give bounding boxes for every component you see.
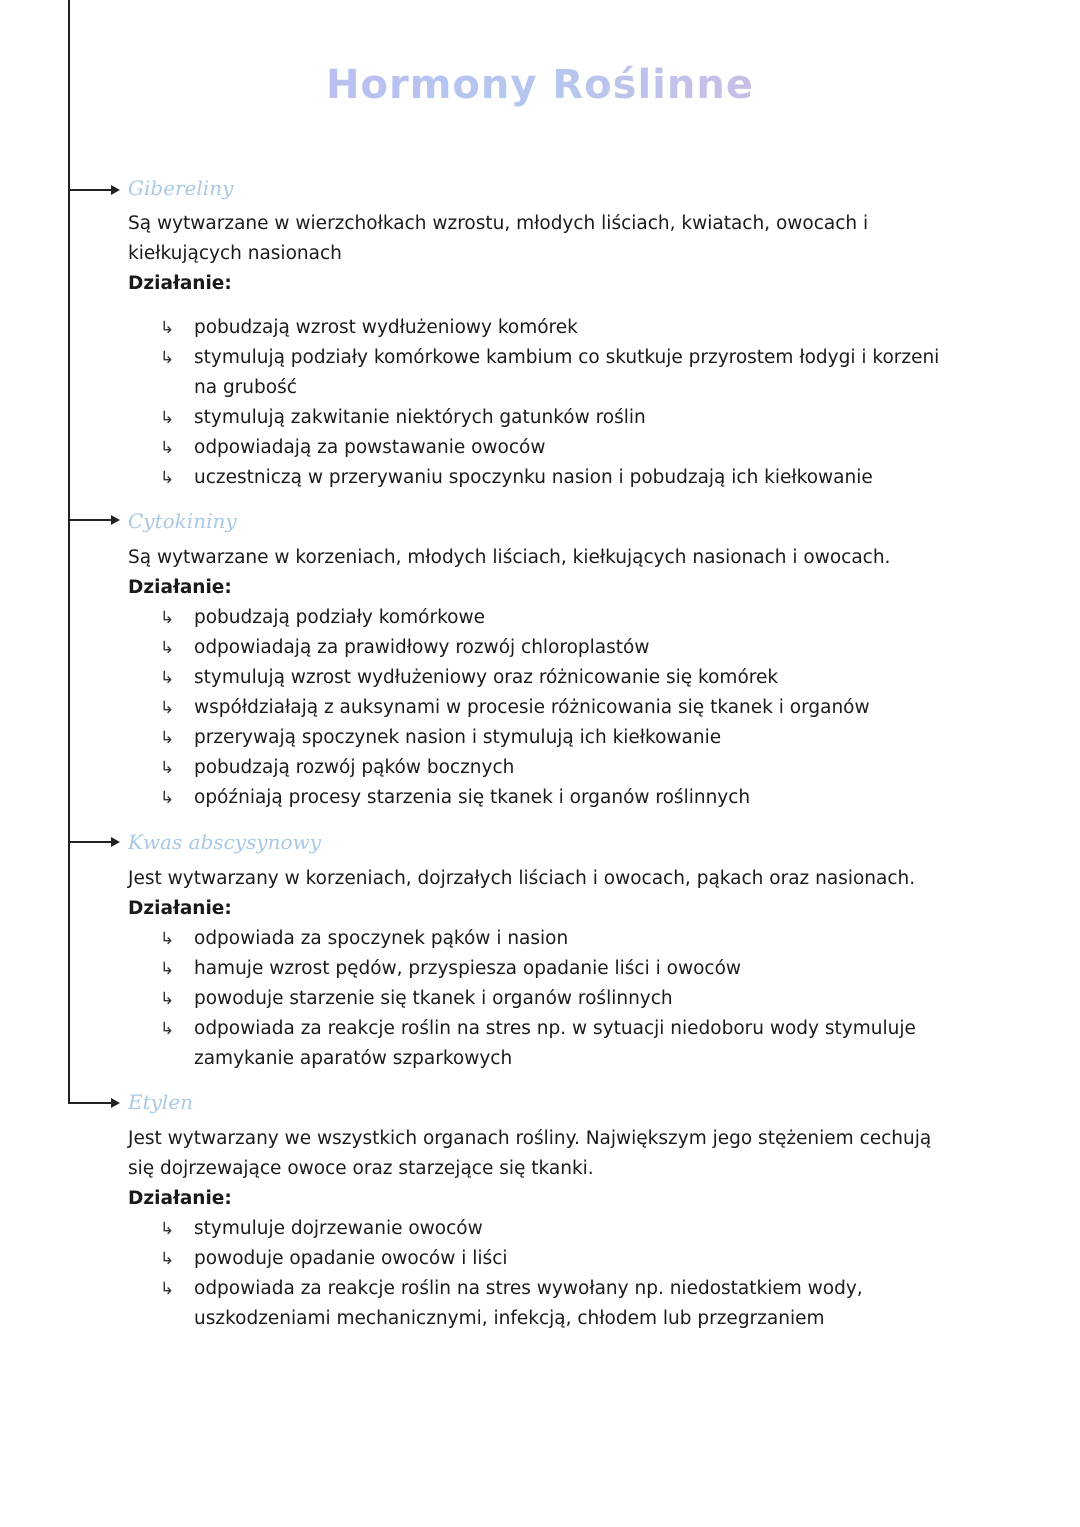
hooked-arrow-icon: ↳ — [160, 698, 175, 718]
arrow-right-icon — [111, 185, 120, 195]
hooked-arrow-icon: ↳ — [160, 1249, 175, 1269]
list-item: ↳ pobudzają rozwój pąków bocznych — [160, 753, 940, 783]
action-label: Działanie: — [128, 1188, 232, 1209]
hooked-arrow-icon: ↳ — [160, 318, 175, 338]
hooked-arrow-icon: ↳ — [160, 468, 175, 488]
section-heading: Gibereliny — [128, 176, 234, 200]
hooked-arrow-icon: ↳ — [160, 1019, 175, 1039]
list-item: ↳ odpowiada za spoczynek pąków i nasion — [160, 924, 940, 954]
hooked-arrow-icon: ↳ — [160, 959, 175, 979]
list-item: ↳ pobudzają wzrost wydłużeniowy komórek — [160, 313, 940, 343]
action-list — [160, 924, 940, 1074]
list-item: ↳ hamuje wzrost pędów, przyspiesza opadanie liści i owoców — [160, 954, 940, 984]
hooked-arrow-icon: ↳ — [160, 758, 175, 778]
hooked-arrow-icon: ↳ — [160, 728, 175, 748]
section-description: Jest wytwarzany we wszystkich organach rośliny. Największym jego stężeniem cechują się dojrzewające owoce oraz starzejące się tkanki. — [128, 1128, 932, 1179]
timeline-vertical-line — [68, 0, 70, 1103]
section-heading: Cytokininy — [128, 509, 237, 533]
arrow-connector — [68, 519, 114, 521]
action-list — [160, 313, 940, 493]
list-item: ↳ powoduje starzenie się tkanek i organów roślinnych — [160, 984, 940, 1014]
hooked-arrow-icon: ↳ — [160, 1279, 175, 1299]
list-item: ↳ przerywają spoczynek nasion i stymulują ich kiełkowanie — [160, 723, 940, 753]
list-item: ↳ współdziałają z auksynami w procesie różnicowania się tkanek i organów — [160, 693, 940, 723]
section-description: Są wytwarzane w korzeniach, młodych liściach, kiełkujących nasionach i owocach. — [128, 547, 891, 568]
hooked-arrow-icon: ↳ — [160, 638, 175, 658]
arrow-right-icon — [111, 837, 120, 847]
hooked-arrow-icon: ↳ — [160, 1219, 175, 1239]
list-item: ↳ powoduje opadanie owoców i liści — [160, 1244, 940, 1274]
hooked-arrow-icon: ↳ — [160, 788, 175, 808]
list-item: ↳ odpowiadają za prawidłowy rozwój chloroplastów — [160, 633, 940, 663]
list-item: ↳ uczestniczą w przerywaniu spoczynku nasion i pobudzają ich kiełkowanie — [160, 463, 940, 493]
action-label: Działanie: — [128, 898, 232, 919]
action-label: Działanie: — [128, 577, 232, 598]
section-description: Są wytwarzane w wierzchołkach wzrostu, młodych liściach, kwiatach, owocach i kiełkujących nasionach — [128, 213, 869, 264]
section-heading: Etylen — [128, 1090, 194, 1114]
list-item: ↳ opóźniają procesy starzenia się tkanek i organów roślinnych — [160, 783, 940, 813]
arrow-right-icon — [111, 515, 120, 525]
hooked-arrow-icon: ↳ — [160, 668, 175, 688]
list-item: ↳ odpowiada za reakcje roślin na stres np. w sytuacji niedoboru wody stymuluje zamykanie aparatów szparkowych — [160, 1014, 940, 1074]
arrow-right-icon — [111, 1098, 120, 1108]
list-item: ↳ stymulują podziały komórkowe kambium co skutkuje przyrostem łodygi i korzeni na grubość — [160, 343, 940, 403]
list-item: ↳ stymuluje dojrzewanie owoców — [160, 1214, 940, 1244]
arrow-connector — [68, 841, 114, 843]
list-item: ↳ stymulują wzrost wydłużeniowy oraz różnicowanie się komórek — [160, 663, 940, 693]
hooked-arrow-icon: ↳ — [160, 408, 175, 428]
hooked-arrow-icon: ↳ — [160, 608, 175, 628]
page-title: Hormony Roślinne — [0, 62, 1080, 108]
list-item: ↳ odpowiada za reakcje roślin na stres wywołany np. niedostatkiem wody, uszkodzeniami mechanicznymi, infekcją, chłodem lub przegrzaniem — [160, 1274, 940, 1334]
list-item: ↳ stymulują zakwitanie niektórych gatunków roślin — [160, 403, 940, 433]
section-heading: Kwas abscysynowy — [128, 830, 321, 854]
list-item: ↳ pobudzają podziały komórkowe — [160, 603, 940, 633]
action-label: Działanie: — [128, 273, 232, 294]
hooked-arrow-icon: ↳ — [160, 348, 175, 368]
action-list — [160, 603, 940, 813]
section-description: Jest wytwarzany w korzeniach, dojrzałych liściach i owocach, pąkach oraz nasionach. — [128, 868, 916, 889]
arrow-connector — [68, 189, 114, 191]
action-list — [160, 1214, 940, 1334]
hooked-arrow-icon: ↳ — [160, 438, 175, 458]
list-item: ↳ odpowiadają za powstawanie owoców — [160, 433, 940, 463]
hooked-arrow-icon: ↳ — [160, 989, 175, 1009]
arrow-connector — [68, 1102, 114, 1104]
hooked-arrow-icon: ↳ — [160, 929, 175, 949]
